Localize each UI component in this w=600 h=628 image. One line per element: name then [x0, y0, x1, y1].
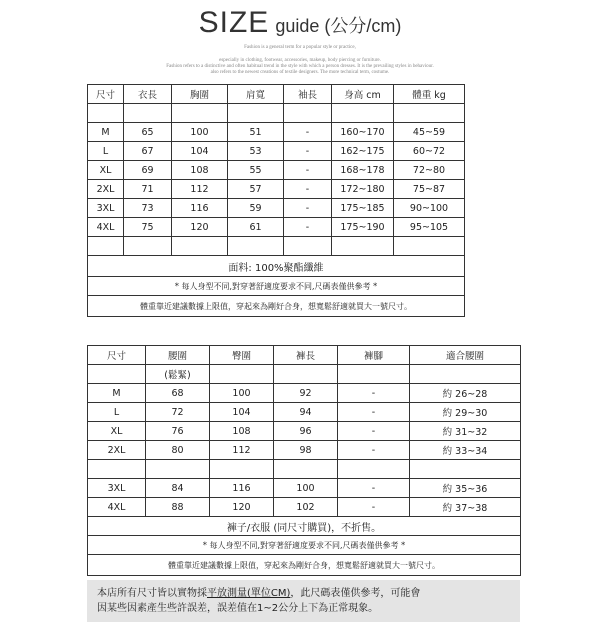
table-cell: 51 [228, 123, 284, 142]
table-cell: 94 [274, 403, 338, 422]
table-cell: 3XL [88, 199, 124, 218]
table-cell: 60~72 [394, 142, 465, 161]
disclaimer-line-2: 因某些因素產生些許誤差，誤差值在1~2公分上下為正常現象。 [97, 603, 379, 614]
table-row [88, 142, 465, 161]
sale-note: 褲子/衣服 (同尺寸購買)，不折售。 [88, 517, 521, 536]
table-cell: - [338, 498, 410, 517]
table-cell: 168~178 [332, 161, 394, 180]
table-cell: 90~100 [394, 199, 465, 218]
table-cell: 57 [228, 180, 284, 199]
sale-note-row [88, 517, 521, 536]
measurement-disclaimer [87, 580, 520, 622]
header-pants-length: 褲長 [274, 346, 338, 365]
table-cell: L [88, 403, 146, 422]
table-cell: - [284, 180, 332, 199]
table-cell: 4XL [88, 218, 124, 237]
table-row [88, 441, 521, 460]
tagline-line-2: especially in clothing, footwear, accessories, makeup, body piercing or furniture. [219, 58, 381, 63]
table-cell: 73 [124, 199, 172, 218]
table-cell: - [338, 403, 410, 422]
table-cell: 108 [210, 422, 274, 441]
table-row [88, 123, 465, 142]
table-row-empty [88, 460, 521, 479]
table-cell: 100 [172, 123, 228, 142]
table-row [88, 498, 521, 517]
table-cell: 59 [228, 199, 284, 218]
table-cell: 約 35~36 [410, 479, 521, 498]
table-cell: 104 [210, 403, 274, 422]
table-cell: 172~180 [332, 180, 394, 199]
table-cell: M [88, 384, 146, 403]
table-cell: 約 31~32 [410, 422, 521, 441]
table-cell: XL [88, 161, 124, 180]
material-row [88, 256, 465, 277]
table-cell: 76 [146, 422, 210, 441]
table-cell: 100 [274, 479, 338, 498]
note-row [88, 296, 465, 317]
header-shoulder: 肩寬 [228, 85, 284, 104]
size-guide-title [0, 6, 600, 40]
table-row [88, 180, 465, 199]
table-cell: - [338, 479, 410, 498]
disclaimer-line-1: 本店所有尺寸皆以實物採平放測量(單位CM)，此尺碼表僅供參考，可能會 [97, 588, 421, 599]
table-cell: 約 26~28 [410, 384, 521, 403]
header-height: 身高 cm [332, 85, 394, 104]
table-cell: L [88, 142, 124, 161]
table-cell: 112 [210, 441, 274, 460]
table-cell: 84 [146, 479, 210, 498]
table-cell: 80 [146, 441, 210, 460]
table-cell: 3XL [88, 479, 146, 498]
table-cell: - [284, 218, 332, 237]
header-chest: 胸圍 [172, 85, 228, 104]
table-cell: 175~190 [332, 218, 394, 237]
table-cell: 45~59 [394, 123, 465, 142]
header-size: 尺寸 [88, 85, 124, 104]
waist-elastic-note: (鬆緊) [146, 365, 210, 384]
table-header-row [88, 85, 465, 104]
title-sub: guide (公分/cm) [275, 16, 402, 36]
table-cell: 98 [274, 441, 338, 460]
table-cell: 71 [124, 180, 172, 199]
table-cell: 75 [124, 218, 172, 237]
tagline-line-4: also refers to the newest creations of textile designers. The more technical term, costume. [210, 70, 390, 75]
table-cell: 95~105 [394, 218, 465, 237]
table-row [88, 403, 521, 422]
table-cell: - [338, 422, 410, 441]
header-hip: 臀圍 [210, 346, 274, 365]
header-length: 衣長 [124, 85, 172, 104]
table-cell: 112 [172, 180, 228, 199]
table-cell: 69 [124, 161, 172, 180]
table-subheader-row [88, 365, 521, 384]
table-row-empty [88, 104, 465, 123]
note-row [88, 277, 465, 296]
table-cell: 約 33~34 [410, 441, 521, 460]
table-row [88, 384, 521, 403]
weight-note: 體重靠近建議數據上限值，穿起來為剛好合身，想寬鬆舒適就買大一號尺寸。 [88, 555, 521, 576]
header-weight: 體重 kg [394, 85, 465, 104]
table-cell: 61 [228, 218, 284, 237]
table-cell: 160~170 [332, 123, 394, 142]
table-cell: 67 [124, 142, 172, 161]
table-cell: 120 [210, 498, 274, 517]
header-fit-waist: 適合腰圍 [410, 346, 521, 365]
table-cell: 53 [228, 142, 284, 161]
table-cell: 100 [210, 384, 274, 403]
table-row [88, 161, 465, 180]
weight-note: 體重靠近建議數據上限值，穿起來為剛好合身，想寬鬆舒適就買大一號尺寸。 [88, 296, 465, 317]
table-cell: - [338, 441, 410, 460]
header-waist: 腰圍 [146, 346, 210, 365]
material-text: 面料: 100%聚酯纖維 [88, 256, 465, 277]
table-cell: 約 37~38 [410, 498, 521, 517]
table-row [88, 199, 465, 218]
note-row [88, 536, 521, 555]
table-cell: 2XL [88, 180, 124, 199]
table-cell: - [284, 161, 332, 180]
table-cell: 2XL [88, 441, 146, 460]
table-cell: M [88, 123, 124, 142]
bottom-size-table [87, 345, 521, 576]
table-row [88, 422, 521, 441]
table-cell: 162~175 [332, 142, 394, 161]
table-cell: 75~87 [394, 180, 465, 199]
table-cell: XL [88, 422, 146, 441]
table-cell: 72~80 [394, 161, 465, 180]
table-row [88, 479, 521, 498]
table-cell: 96 [274, 422, 338, 441]
table-row [88, 218, 465, 237]
table-cell: 65 [124, 123, 172, 142]
table-cell: 72 [146, 403, 210, 422]
table-cell: - [284, 123, 332, 142]
table-cell: - [284, 142, 332, 161]
header-leg-opening: 褲腳 [338, 346, 410, 365]
table-cell: 4XL [88, 498, 146, 517]
size-note: * 每人身型不同,對穿著舒適度要求不同,尺碼表僅供參考 * [88, 277, 465, 296]
tagline-line-3: Fashion refers to a distinctive and often habitual trend in the style with which a person dresses. It is the prevailing styles in behaviour. [166, 64, 434, 69]
table-cell: 175~185 [332, 199, 394, 218]
size-note: * 每人身型不同,對穿著舒適度要求不同,尺碼表僅供參考 * [88, 536, 521, 555]
table-cell: 116 [172, 199, 228, 218]
table-cell: - [284, 199, 332, 218]
table-cell: 55 [228, 161, 284, 180]
table-cell: 116 [210, 479, 274, 498]
table-row-empty [88, 237, 465, 256]
table-cell: 102 [274, 498, 338, 517]
header-size: 尺寸 [88, 346, 146, 365]
table-cell: 120 [172, 218, 228, 237]
note-row [88, 555, 521, 576]
table-header-row [88, 346, 521, 365]
table-cell: - [338, 384, 410, 403]
top-size-table [87, 84, 465, 317]
table-cell: 104 [172, 142, 228, 161]
table-cell: 68 [146, 384, 210, 403]
tagline-line-1: Fashion is a general term for a popular style or practice, [244, 45, 356, 50]
table-cell: 約 29~30 [410, 403, 521, 422]
table-cell: 92 [274, 384, 338, 403]
title-main: SIZE [198, 6, 270, 39]
table-cell: 108 [172, 161, 228, 180]
table-cell: 88 [146, 498, 210, 517]
measurement-method: 平放測量(單位CM) [207, 588, 291, 599]
header-sleeve: 袖長 [284, 85, 332, 104]
